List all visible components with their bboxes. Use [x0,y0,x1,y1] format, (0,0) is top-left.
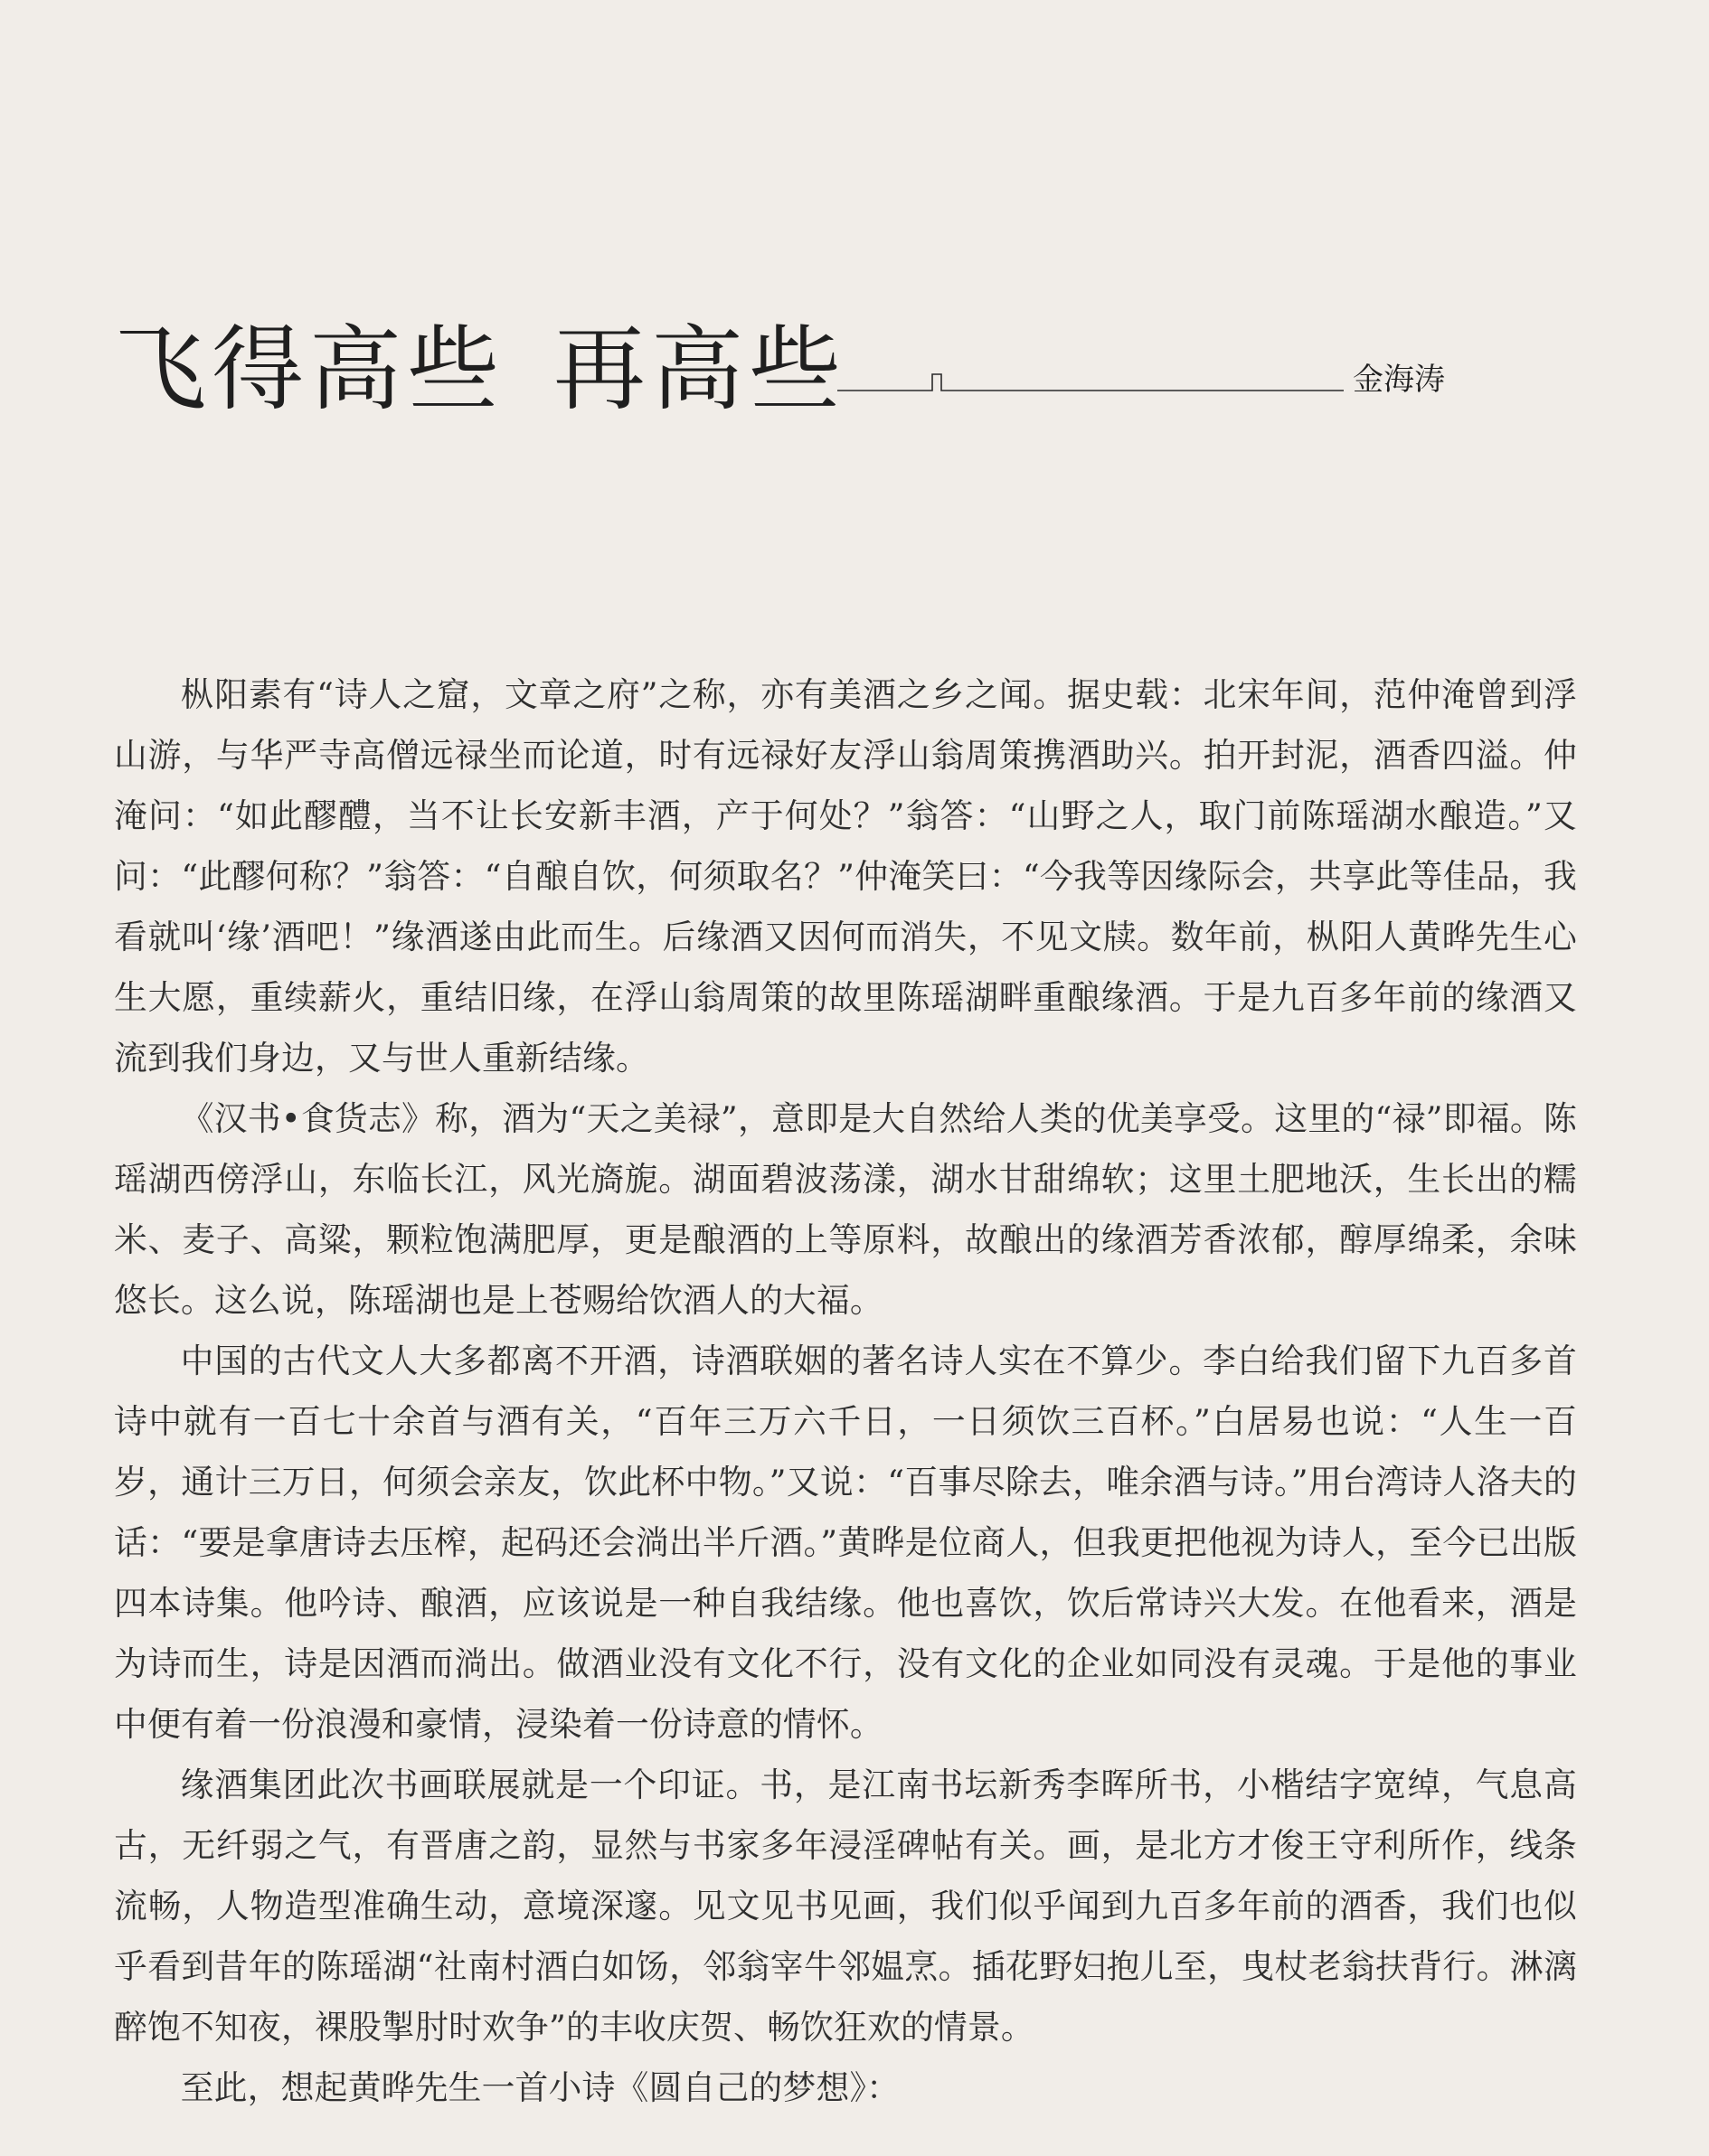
title-part-1: 飞得高些 [114,316,505,424]
paragraph-4: 缘酒集团此次书画联展就是一个印证。书，是江南书坛新秀李晖所书，小楷结字宽绰，气息高古，无纤弱之气，有晋唐之韵，显然与书家多年浸淫碑帖有关。画，是北方才俊王守利所作，线条流畅，人物造型准确生动，意境深邃。见文见书见画，我们似乎闻到九百多年前的酒香，我们也似乎看到昔年的陈瑶湖“社南村酒白如饧，邻翁宰牛邻媪烹。插花野妇抱儿至，曳杖老翁扶背行。淋漓醉饱不知夜，裸股掣肘时欢争”的丰收庆贺、畅饮狂欢的情景。 [114,1765,1577,2047]
article-title [114,316,846,425]
paragraph-5: 至此，想起黄晔先生一首小诗《圆自己的梦想》： [180,2068,901,2107]
paragraph-2: 《汉书•食货志》称，酒为“天之美禄”，意即是大自然给人类的优美享受。这里的“禄”即福。陈瑶湖西傍浮山，东临长江，风光旖旎。湖面碧波荡漾，湖水甘甜绵软；这里土肥地沃，生长出的糯米、麦子、高粱，颗粒饱满肥厚，更是酿酒的上等原料，故酿出的缘酒芳香浓郁，醇厚绵柔，余味悠长。这么说，陈瑶湖也是上苍赐给饮酒人的大福。 [114,1099,1577,1320]
article-header [114,316,1651,425]
decorative-rule [837,366,1344,393]
title-part-2: 再高些 [553,316,846,424]
author-name: 金海涛 [1353,362,1445,398]
paragraph-3: 中国的古代文人大多都离不开酒，诗酒联姻的著名诗人实在不算少。李白给我们留下九百多首诗中就有一百七十余首与酒有关，“百年三万六千日，一日须饮三百杯。”白居易也说：“人生一百岁，通计三万日，何须会亲友，饮此杯中物。”又说：“百事尽除去，唯余酒与诗。”用台湾诗人洛夫的话：“要是拿唐诗去压榨，起码还会淌出半斤酒。”黄晔是位商人，但我更把他视为诗人，至今已出版四本诗集。他吟诗、酿酒，应该说是一种自我结缘。他也喜饮，饮后常诗兴大发。在他看来，酒是为诗而生，诗是因酒而淌出。做酒业没有文化不行，没有文化的企业如同没有灵魂。于是他的事业中便有着一份浪漫和豪情，浸染着一份诗意的情怀。 [114,1342,1577,1744]
paragraph-1: 枞阳素有“诗人之窟，文章之府”之称，亦有美酒之乡之闻。据史载：北宋年间，范仲淹曾到浮山游，与华严寺高僧远禄坐而论道，时有远禄好友浮山翁周策携酒助兴。拍开封泥，酒香四溢。仲淹问：“如此醪醴，当不让长安新丰酒，产于何处？”翁答：“山野之人，取门前陈瑶湖水酿造。”又问：“此醪何称？”翁答：“自酿自饮，何须取名？”仲淹笑曰：“今我等因缘际会，共享此等佳品，我看就叫‘缘’酒吧！”缘酒遂由此而生。后缘酒又因何而消失，不见文牍。数年前，枞阳人黄晔先生心生大愿，重续薪火，重结旧缘，在浮山翁周策的故里陈瑶湖畔重酿缘酒。于是九百多年前的缘酒又流到我们身边，又与世人重新结缘。 [114,675,1577,1078]
article-body [114,664,1577,2118]
